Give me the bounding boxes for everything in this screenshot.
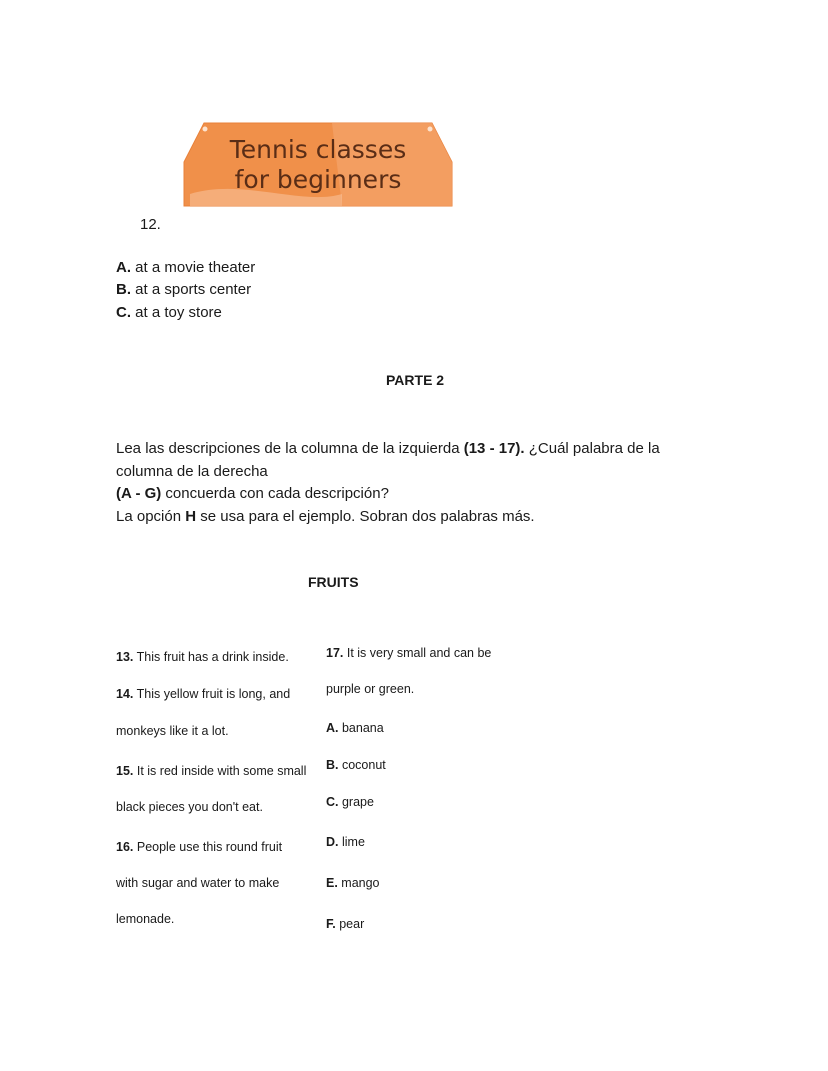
item-16-end: lemonade. [116, 912, 175, 926]
answer-b: B. coconut [326, 758, 386, 772]
item-15: 15. It is red inside with some small [116, 764, 307, 778]
answer-a: A. banana [326, 721, 384, 735]
item-16: 16. People use this round fruit [116, 840, 283, 854]
option-b: B. at a sports center [116, 281, 252, 298]
sign-graphic [182, 120, 454, 210]
item-13: 13. This fruit has a drink inside. [116, 650, 289, 664]
item-14-cont: monkeys like it a lot. [116, 724, 229, 738]
item-17: 17. It is very small and can be [326, 646, 492, 660]
question-number: 12. [140, 216, 161, 233]
option-c: C. at a toy store [116, 304, 222, 321]
item-15-cont: black pieces you don't eat. [116, 800, 263, 814]
instructions: Lea las descripciones de la columna de la izquierda (13 - 17). ¿Cuál palabra de la columna de la derecha (A - G) concuerda con cada descripción? La opción H se usa para el ejemplo. Sobran dos palabras más. [116, 440, 660, 525]
answer-d: D. lime [326, 835, 365, 849]
item-17-cont: purple or green. [326, 682, 415, 696]
option-a: A. at a movie theater [116, 259, 256, 276]
sign-line-2: for beginners [234, 165, 402, 194]
item-16-cont: with sugar and water to make [116, 876, 280, 890]
sign-line-1: Tennis classes [229, 135, 407, 164]
tennis-classes-sign [182, 120, 454, 210]
answer-e: E. mango [326, 876, 380, 890]
item-14: 14. This yellow fruit is long, and [116, 687, 291, 701]
answer-c: C. grape [326, 795, 374, 809]
answer-f: F. pear [326, 917, 365, 931]
fruits-heading: FRUITS [308, 574, 359, 590]
parte-2-heading: PARTE 2 [386, 372, 445, 388]
